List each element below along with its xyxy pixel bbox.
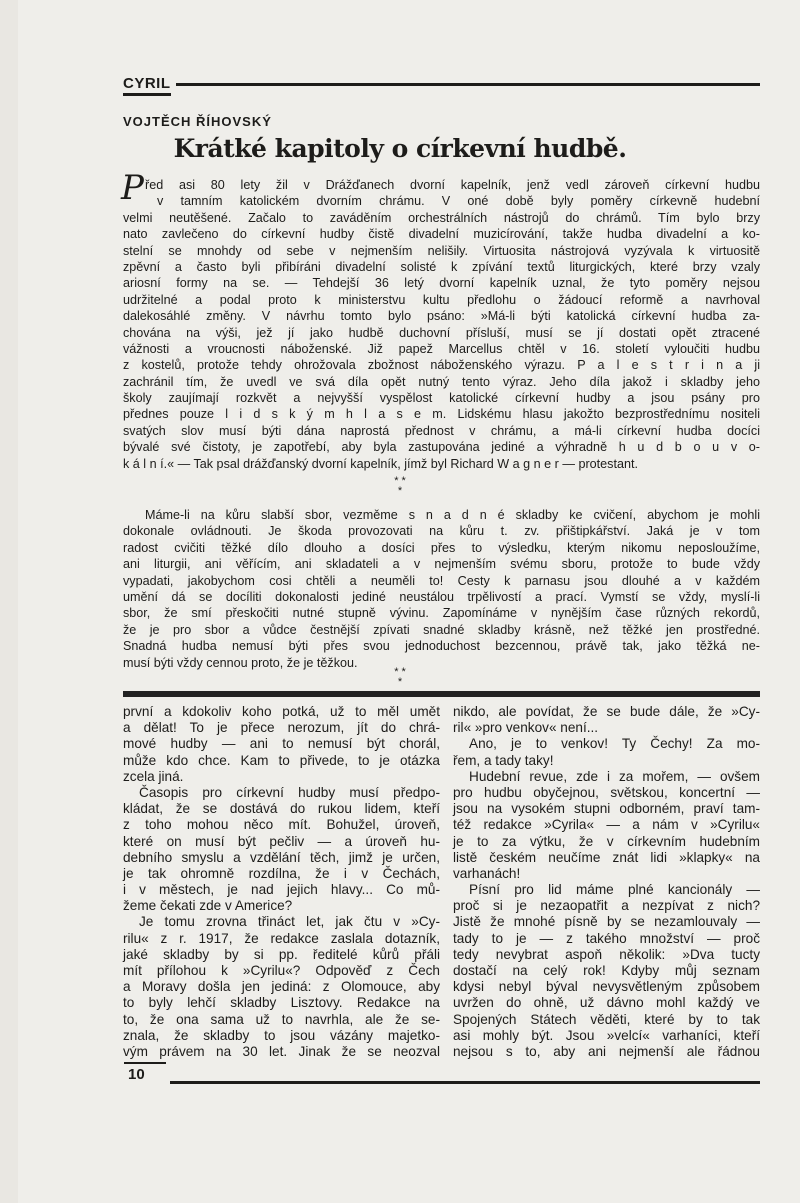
text-line: zpěvní a často byli přibíráni divadelní solisté k zpívání textů liturgických, které brzy vzaly (123, 259, 760, 274)
text-line: první a kdokoliv koho potká, už to měl umět (123, 704, 440, 719)
text-line: Jistě že mnohé písně by se nezamlouvaly — (453, 914, 760, 930)
text-line: řem, a tady taky! (453, 752, 554, 768)
text-line: je to za výtku, že v církevním hudebním (453, 833, 760, 849)
text-line: i v městech, je nad jejich hlavy... Co mů- (123, 882, 440, 898)
text-line: nato zavlečeno do církevní hudby čistě divadelní muzicírování, takže hudba divadelní a ko- (123, 227, 760, 242)
text-line: sbor, že smí přeskočiti nutné stupně vývinu. Zapomínáme v nynějším čase různých rekordů, (123, 606, 760, 621)
section2-paragraph (123, 507, 760, 671)
text-line: které on musí být pečliv — a úroveň hu- (123, 833, 440, 849)
journal-name: CYRIL (123, 76, 171, 96)
text-line: Písní pro lid máme plné kancionály — (469, 882, 760, 898)
drop-cap: P (121, 168, 144, 208)
text-line: to byly lehčí skladby Lisztovy. Redakce na (123, 995, 440, 1011)
text-line: že je pro sbor a vůdce čestnější zpívati snadné skladby krásně, než těžké jen prostředné. (123, 622, 760, 637)
text-line: může kdo chce. Kam to přivede, to je otázka (123, 752, 440, 768)
text-line: dokonale ovládnouti. Je škoda provozovati na kůru t. zv. přištipkářství. Jaká je v tom (123, 524, 760, 539)
text-line: Ano, je to venkov! Ty Čechy! Za mo- (469, 736, 760, 752)
section-end-separator-top: * * (394, 666, 406, 678)
text-line: žeme čekati zde v Americe? (123, 898, 293, 914)
text-line: musí býti vždy cennou proto, že je těžkou. (123, 655, 358, 670)
text-line: asi mohly být. Jsou »velcí« varhaníci, kteří (453, 1027, 760, 1043)
text-line: mít přílohou k »Cyrilu«? Odpověď z Čech (123, 963, 440, 978)
text-line: vým právem na 30 let. Jinak že se neozval (123, 1043, 440, 1059)
text-line: nikdo, ale povídat, že se bude dále, že »Cy- (453, 704, 760, 719)
text-line: mové hudby — ani to nemusí být chorál, (123, 736, 440, 752)
header-rule (176, 83, 760, 86)
text-line: v tamním katolickém dvorním chrámu. V oné době byly poměry církevně hudební (157, 194, 760, 209)
text-line: ariosní formy na se. — Tehdejší 36 letý dvorní kapelník uznal, že tyto poměry nejsou (123, 276, 760, 291)
text-line: tedy nevybrat aspoň několik: »Dva tucty (453, 946, 760, 962)
text-line: pro hudbu obyčejnou, světskou, koncertní — (453, 784, 760, 800)
text-line: udržitelné a podal proto k ministerstvu kultu předlohu o žádoucí reformě a navrhoval (123, 292, 760, 307)
text-line: chována na výši, jež jí jako hudbě duchovní přísluší, musí se jí dostati opět ztracené (123, 325, 760, 340)
text-line: proč si je nezaopatřit a nezpívat z nich? (453, 898, 760, 914)
text-line: též redakce »Cyrila« — a nám v »Cyrilu« (453, 817, 760, 833)
text-line: zachránil tím, že uvedl ve svá díla opět nutný tento výraz. Jeho díla jakož i skladby jeho (123, 374, 760, 389)
text-line: Časopis pro církevní hudby musí předpo- (139, 784, 440, 800)
text-line: Spojených Státech věděti, které by to tak (453, 1011, 760, 1027)
column-divider-rule (123, 691, 760, 697)
text-line: školy zaujímají rozkvět a nejvyšší vyspělost katolické církevní hudby a jsou psány pro (123, 391, 760, 406)
footer-rule (170, 1081, 760, 1084)
text-line: přednes pouze l i d s k ý m h l a s e m. Lidskému hlasu jakožto bezprostřednímu nositeli (123, 407, 760, 422)
text-line: varhanách! (453, 865, 521, 881)
text-line: vážnosti a vroucnosti náboženské. Již papež Marcellus chtěl v 16. století vyloučiti hudbu (123, 341, 760, 356)
text-line: debního smyslu a vzdělání těch, jimž je určen, (123, 849, 440, 865)
section-separator-top: * * (394, 475, 406, 487)
text-line: kdysi nebyl býval nevysvětleným způsobem (453, 979, 760, 995)
intro-paragraph (121, 168, 760, 472)
text-line: k á l n í.« — Tak psal drážďanský dvorní kapelník, jímž byl Richard W a g n e r — protestant. (123, 456, 638, 471)
page-number: 10 (128, 1066, 145, 1083)
section-separator-bottom: * (397, 485, 403, 497)
text-line: z toho mohou něco mít. Bohužel, úroveň, (123, 817, 440, 833)
text-line: uvržen do ohně, už dávno mohl každý ve (453, 995, 760, 1011)
text-line: a dělat! To je přece nerozum, jít do chrá- (123, 720, 440, 736)
text-line: radost cvičiti těžké dílo dlouho a dosíci přes to výsledku, kterým nikomu neposloužíme, (123, 540, 760, 555)
article-title: Krátké kapitoly o církevní hudbě. (173, 134, 627, 163)
text-line: to, že ona sama už to navrhla, ale že se- (123, 1011, 440, 1027)
text-line: tady to je — z takého množství — proč (453, 930, 760, 946)
text-line: velmi neutěšené. Začalo to zaváděním orchestrálních nástrojů do chrámů. Tím bylo brzy (123, 210, 760, 225)
page-number-rule (124, 1062, 166, 1064)
text-line: nejsou s to, aby ani nejmenší ale řádnou (453, 1043, 760, 1059)
text-line: dalekosáhlé změny. V návrhu tomto bylo psáno: »Má-li býti katolická církevní hudba za- (123, 309, 760, 324)
text-line: vypadati, jakobychom cosi chtěli a neuměli to! Cesty k parnasu jsou dlouhé a v každém (123, 573, 760, 588)
text-line: Hudební revue, zde i za mořem, — ovšem (469, 768, 760, 784)
text-line: jaké skladby by si pp. ředitelé kůrů přáli (123, 946, 440, 962)
text-line: svatých slov musí býti dána naprostá přednost v chrámu, a má-li církevní hudba docíci (123, 423, 760, 438)
right-column (453, 704, 760, 1060)
text-line: rilu« z r. 1917, že redakce zaslala dotazník, (123, 930, 440, 946)
text-line: Je tomu zrovna třináct let, jak čtu v »Cy- (139, 914, 440, 930)
article-author: VOJTĚCH ŘÍHOVSKÝ (123, 114, 272, 129)
text-line: ani liturgii, ani věřícím, ani skladateli a v nejmenším svému sboru, protože to bude vždy (123, 557, 760, 572)
text-line: stelní se mnohdy od sebe v nejmenším nelišily. Virtuosita nástrojová vyzývala k virtuositě (123, 243, 760, 258)
text-line: zcela jiná. (123, 768, 184, 784)
text-line: umění dá se docíliti dokonalosti jediné neustálou trpělivostí a prací. Vymstí se vždy, myslí-li (123, 589, 760, 604)
text-line: listě českém neučíme znát lidi »klapky« na (453, 849, 760, 865)
text-line: z kostelů, protože tehdy ohrožovala zbožnost náboženského výrazu. P a l e s t r i n a ji (123, 358, 760, 373)
text-line: řed asi 80 lety žil v Drážďanech dvorní kapelník, jenž vedl zároveň církevní hudbu (145, 178, 760, 192)
text-line: kládat, že se dostává do rukou lidem, kteří (123, 801, 440, 817)
text-line: Snadná hudba nemusí býti přes svou jednoduchost bezcennou, právě tak, jako těžká ne- (123, 639, 760, 654)
text-line: ril« »pro venkov« není... (453, 720, 599, 736)
text-line: dostačí na celý rok! Kdyby můj seznam (453, 963, 760, 978)
text-line: jsou na vysokém stupni odborném, praví tam- (453, 801, 760, 817)
left-column (123, 704, 440, 1060)
text-line: Máme-li na kůru slabší sbor, vezměme s n a d n é skladby ke cvičení, abychom je mohli (145, 508, 760, 522)
text-line: bývalé své čistoty, je zapotřebí, aby byla zastupována jediné a výhradně h u d b o u v o- (123, 440, 760, 455)
text-line: a Moravy došla jen jediná: z Olomouce, aby (123, 979, 440, 995)
text-line: je tak ohromně rozdílna, že i v Čechách, (123, 865, 440, 881)
text-line: znala, že skladby to jsou vázány majetko- (123, 1027, 440, 1043)
section-end-separator-bottom: * (397, 676, 403, 688)
